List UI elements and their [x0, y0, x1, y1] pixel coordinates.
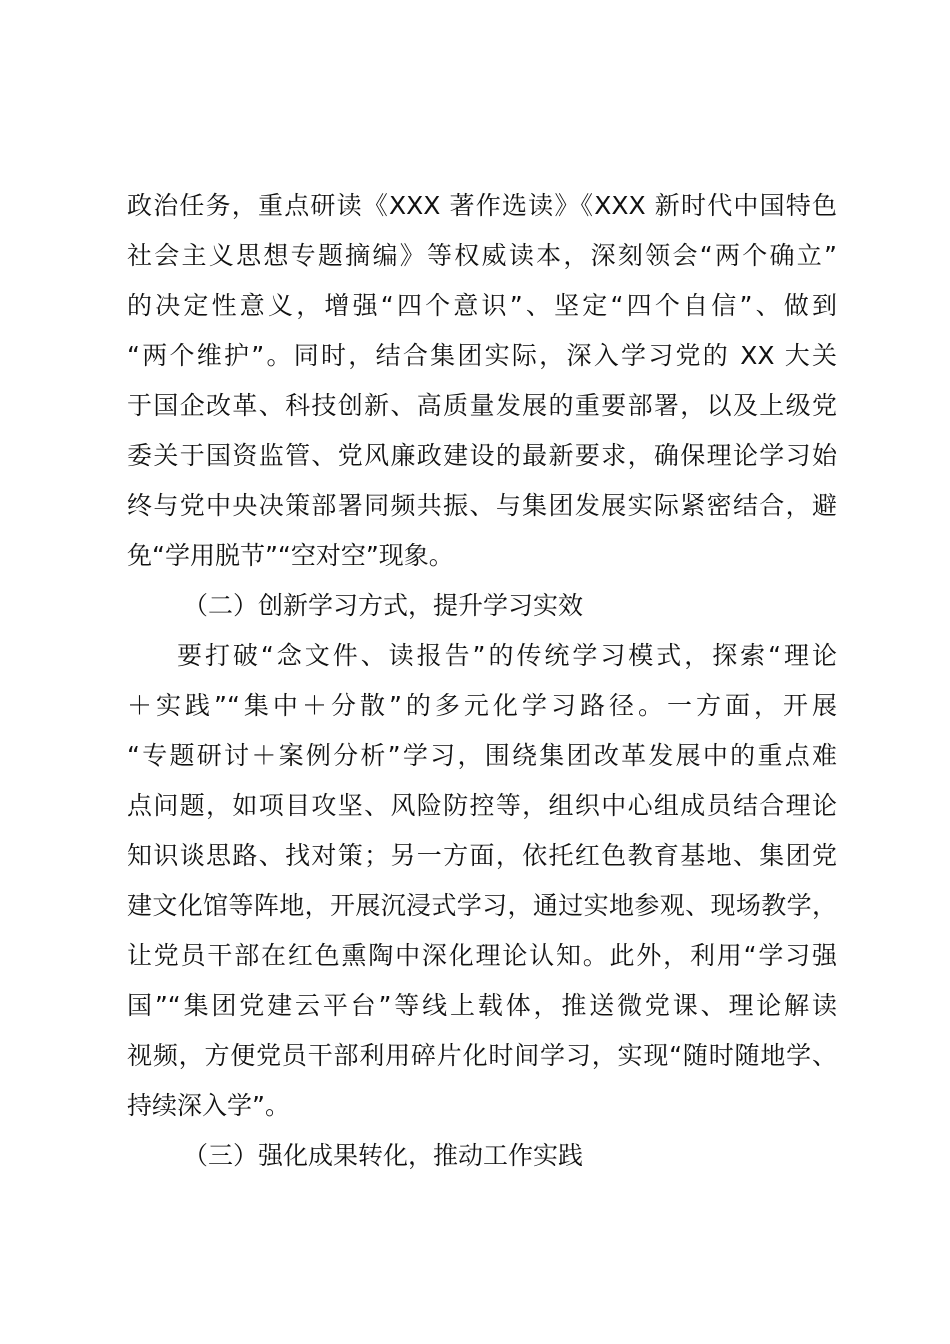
paragraph-line: 国”“集团党建云平台”等线上载体，推送微党课、理论解读 — [127, 991, 837, 1020]
paragraph-line: 政治任务，重点研读《XXX 著作选读》《XXX 新时代中国特色 — [127, 191, 837, 220]
paragraph-line: ＋实践”“集中＋分散”的多元化学习路径。一方面，开展 — [127, 691, 837, 720]
paragraph-line: 终与党中央决策部署同频共振、与集团发展实际紧密结合，避 — [127, 491, 837, 520]
section-heading: （二）创新学习方式，提升学习实效 — [183, 591, 584, 620]
paragraph-line: 于国企改革、科技创新、高质量发展的重要部署，以及上级党 — [127, 391, 837, 420]
section-heading: （三）强化成果转化，推动工作实践 — [183, 1141, 584, 1170]
paragraph-line: 知识谈思路、找对策；另一方面，依托红色教育基地、集团党 — [127, 841, 837, 870]
paragraph-line: 持续深入学”。 — [127, 1091, 290, 1120]
paragraph-line: 社会主义思想专题摘编》等权威读本，深刻领会“两个确立” — [127, 241, 837, 270]
paragraph-line: “专题研讨＋案例分析”学习，围绕集团改革发展中的重点难 — [127, 741, 837, 770]
paragraph-line: 建文化馆等阵地，开展沉浸式学习，通过实地参观、现场教学， — [127, 891, 837, 920]
paragraph-line: 的决定性意义，增强“四个意识”、坚定“四个自信”、做到 — [127, 291, 837, 320]
paragraph-line: 让党员干部在红色熏陶中深化理论认知。此外，利用“学习强 — [127, 941, 837, 970]
paragraph-line: 委关于国资监管、党风廉政建设的最新要求，确保理论学习始 — [127, 441, 837, 470]
paragraph-line: 要打破“念文件、读报告”的传统学习模式，探索“理论 — [177, 641, 837, 670]
paragraph-line: 点问题，如项目攻坚、风险防控等，组织中心组成员结合理论 — [127, 791, 837, 820]
paragraph-line: 免“学用脱节”“空对空”现象。 — [127, 541, 454, 570]
paragraph-line: 视频，方便党员干部利用碎片化时间学习，实现“随时随地学、 — [127, 1041, 837, 1070]
paragraph-line: “两个维护”。同时，结合集团实际，深入学习党的 XX 大关 — [127, 341, 837, 370]
